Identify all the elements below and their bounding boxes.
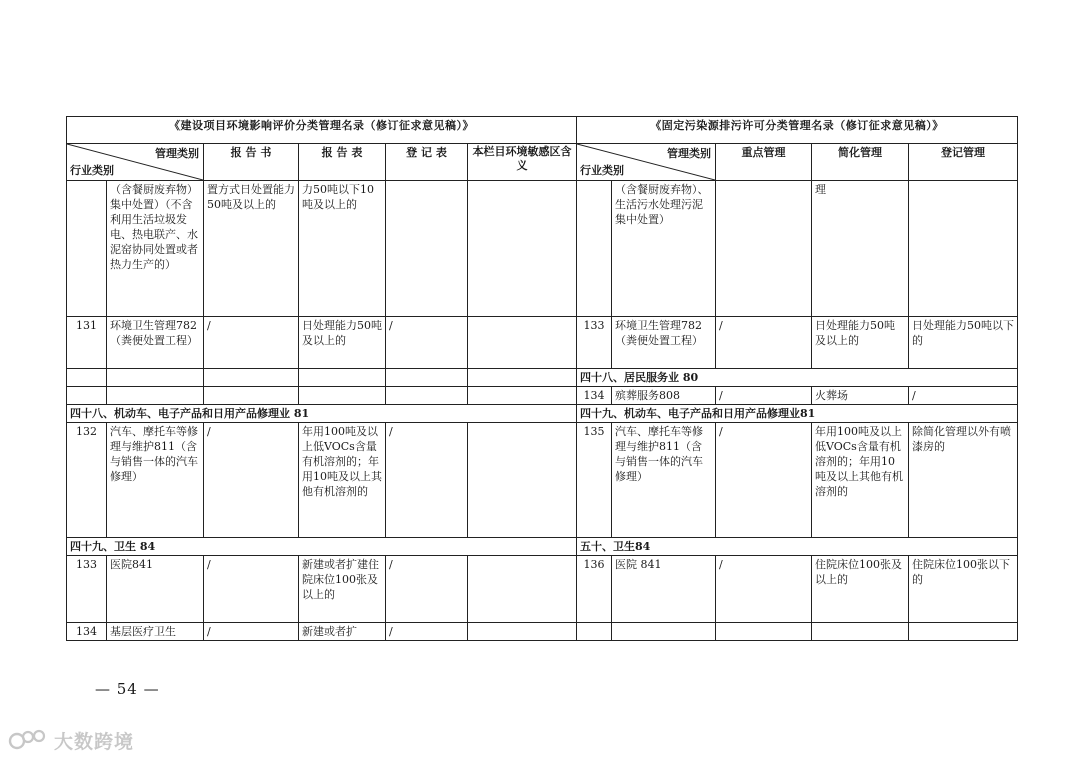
- cell: [299, 387, 386, 405]
- registration-management-cell: 日处理能力50吨以下的: [909, 317, 1018, 369]
- cell: [67, 369, 107, 387]
- management-category-label: 管理类别: [155, 147, 199, 160]
- section-heading: 四十八、机动车、电子产品和日用产品修理业 81: [67, 405, 577, 423]
- key-management-cell: /: [716, 556, 812, 623]
- industry-cell: 医院 841: [612, 556, 716, 623]
- table-row: [67, 317, 1018, 369]
- row-number: 131: [67, 317, 107, 369]
- table-row: [67, 423, 1018, 538]
- registration-cell: /: [386, 556, 468, 623]
- industry-cell: （含餐厨废弃物）、生活污水处理污泥集中处置）: [612, 181, 716, 317]
- table-row: [67, 369, 1018, 387]
- industry-cell: 环境卫生管理782（粪便处置工程）: [107, 317, 204, 369]
- cell: [909, 623, 1018, 641]
- section-heading: 四十八、居民服务业 80: [577, 369, 1018, 387]
- row-number: 134: [577, 387, 612, 405]
- row-number: 135: [577, 423, 612, 538]
- col-registration-management: 登记管理: [909, 144, 1018, 181]
- report-form-cell: 新建或者扩建住院床位100张及以上的: [299, 556, 386, 623]
- row-number: 133: [67, 556, 107, 623]
- col-sensitive-area: 本栏目环境敏感区含义: [468, 144, 577, 181]
- cell: [468, 623, 577, 641]
- right-table-title: 《固定污染源排污许可分类管理名录（修订征求意见稿）》: [577, 117, 1018, 144]
- simplified-cell: 理: [812, 181, 909, 317]
- row-number: 132: [67, 423, 107, 538]
- section-heading: 四十九、卫生 84: [67, 538, 577, 556]
- cell: [612, 623, 716, 641]
- cell: [299, 369, 386, 387]
- row-number: 136: [577, 556, 612, 623]
- cell: [468, 423, 577, 538]
- simplified-cell: 住院床位100张及以上的: [812, 556, 909, 623]
- col-key-management: 重点管理: [716, 144, 812, 181]
- registration-management-cell: 住院床位100张以下的: [909, 556, 1018, 623]
- management-category-label: 管理类别: [667, 147, 711, 160]
- report-form-cell: 日处理能力50吨及以上的: [299, 317, 386, 369]
- cell: [577, 623, 612, 641]
- row-number: 134: [67, 623, 107, 641]
- watermark: [8, 727, 134, 754]
- key-management-cell: /: [716, 423, 812, 538]
- industry-cell: 医院841: [107, 556, 204, 623]
- cell: [386, 387, 468, 405]
- table-row: [67, 623, 1018, 641]
- table-row: [67, 405, 1018, 423]
- key-management-cell: /: [716, 317, 812, 369]
- cell: [386, 181, 468, 317]
- table-row: [67, 556, 1018, 623]
- report-book-cell: /: [204, 317, 299, 369]
- simplified-cell: 火葬场: [812, 387, 909, 405]
- industry-category-label: 行业类别: [70, 164, 114, 177]
- industry-cell: 基层医疗卫生: [107, 623, 204, 641]
- industry-category-label: 行业类别: [580, 164, 624, 177]
- industry-cell: （含餐厨废弃物）集中处置）（不含利用生活垃圾发电、热电联产、水泥窑协同处置或者热力生产的）: [107, 181, 204, 317]
- industry-cell: 殡葬服务808: [612, 387, 716, 405]
- cell: [468, 369, 577, 387]
- registration-cell: /: [386, 317, 468, 369]
- report-book-cell: 置方式日处置能力50吨及以上的: [204, 181, 299, 317]
- cell: [468, 181, 577, 317]
- col-simplified-management: 简化管理: [812, 144, 909, 181]
- key-management-cell: /: [716, 387, 812, 405]
- cell: [204, 369, 299, 387]
- report-book-cell: /: [204, 556, 299, 623]
- row-number: 133: [577, 317, 612, 369]
- page-number: — 54 —: [95, 680, 160, 698]
- registration-management-cell: 除简化管理以外有喷漆房的: [909, 423, 1018, 538]
- cell: [577, 181, 612, 317]
- watermark-text: 大数跨境: [54, 731, 135, 753]
- report-form-cell: 力50吨以下10吨及以上的: [299, 181, 386, 317]
- industry-cell: 汽车、摩托车等修理与维护811（含与销售一体的汽车修理）: [612, 423, 716, 538]
- section-heading: 四十九、机动车、电子产品和日用产品修理业81: [577, 405, 1018, 423]
- left-table-title: 《建设项目环境影响评价分类管理名录（修订征求意见稿）》: [67, 117, 577, 144]
- watermark-logo-icon: [8, 728, 48, 754]
- col-registration-form: 登 记 表: [386, 144, 468, 181]
- registration-management-cell: /: [909, 387, 1018, 405]
- right-diagonal-header: [577, 144, 716, 181]
- classification-table: [66, 116, 1018, 641]
- table-row: [67, 538, 1018, 556]
- report-form-cell: 年用100吨及以上低VOCs含量有机溶剂的；年用10吨及以上其他有机溶剂的: [299, 423, 386, 538]
- cell: [107, 369, 204, 387]
- cell: [468, 387, 577, 405]
- registration-cell: /: [386, 623, 468, 641]
- left-diagonal-header: [67, 144, 204, 181]
- cell: [909, 181, 1018, 317]
- simplified-cell: 日处理能力50吨及以上的: [812, 317, 909, 369]
- cell: [468, 556, 577, 623]
- simplified-cell: 年用100吨及以上低VOCs含量有机溶剂的；年用10吨及以上其他有机溶剂的: [812, 423, 909, 538]
- industry-cell: 汽车、摩托车等修理与维护811（含与销售一体的汽车修理）: [107, 423, 204, 538]
- registration-cell: /: [386, 423, 468, 538]
- cell: [67, 181, 107, 317]
- cell: [107, 387, 204, 405]
- report-form-cell: 新建或者扩: [299, 623, 386, 641]
- cell: [716, 181, 812, 317]
- report-book-cell: /: [204, 423, 299, 538]
- col-report-book: 报 告 书: [204, 144, 299, 181]
- industry-cell: 环境卫生管理782（粪便处置工程）: [612, 317, 716, 369]
- col-report-form: 报 告 表: [299, 144, 386, 181]
- table-row: [67, 181, 1018, 317]
- cell: [468, 317, 577, 369]
- cell: [204, 387, 299, 405]
- table-row: [67, 387, 1018, 405]
- section-heading: 五十、卫生84: [577, 538, 1018, 556]
- report-book-cell: /: [204, 623, 299, 641]
- cell: [812, 623, 909, 641]
- cell: [67, 387, 107, 405]
- cell: [386, 369, 468, 387]
- cell: [716, 623, 812, 641]
